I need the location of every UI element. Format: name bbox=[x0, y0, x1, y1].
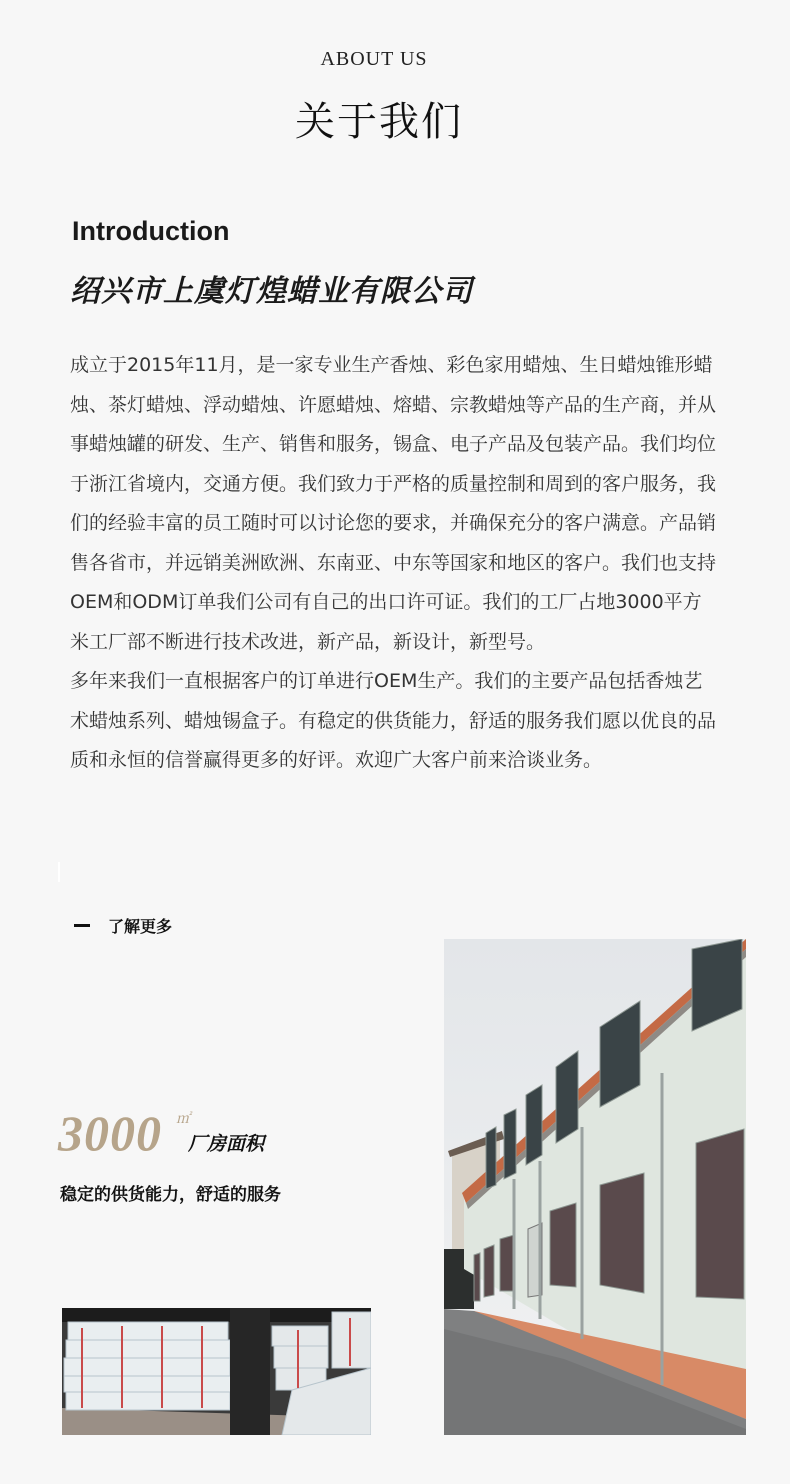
intro-heading: Introduction bbox=[72, 216, 230, 246]
about-title-en: ABOUT US bbox=[320, 48, 428, 70]
learn-more-label: 了解更多 bbox=[108, 917, 173, 936]
dash-icon bbox=[74, 924, 90, 927]
factory-area-stat bbox=[58, 1100, 418, 1164]
intro-paragraph: 成立于2015年11月，是一家专业生产香烛、彩色家用蜡烛、生日蜡烛锥形蜡烛、茶灯蜡烛、浮动蜡烛、许愿蜡烛、熔蜡、宗教蜡烛等产品的生产商，并从事蜡烛罐的研发、生产、销售和服务，锡盒、电子产品及包装产品。我们均位于浙江省境内，交通方便。我们致力于严格的质量控制和周到的客户服务，我们的经验丰富的员工随时可以讨论您的要求，并确保充分的客户满意。产品销售各省市，并远销美洲欧洲、东南亚、中东等国家和地区的客户。我们也支持OEM和ODM订单我们公司有自己的出口许可证。我们的工厂占地3000平方米工厂部不断进行技术改进，新产品，新设计，新型号。 bbox=[70, 354, 717, 653]
factory-building-photo bbox=[444, 939, 746, 1435]
stat-number: 3000 bbox=[58, 1105, 162, 1161]
stat-description: 稳定的供货能力，舒适的服务 bbox=[60, 1185, 281, 1205]
warehouse-photo bbox=[62, 1308, 371, 1435]
about-title-cn: 关于我们 bbox=[295, 99, 463, 145]
stat-unit: ㎡ bbox=[176, 1111, 190, 1127]
learn-more-link[interactable] bbox=[74, 914, 172, 937]
company-name: 绍兴市上虞灯煌蜡业有限公司 bbox=[70, 274, 473, 309]
decorative-mark bbox=[58, 862, 60, 882]
intro-body bbox=[70, 346, 720, 781]
intro-paragraph: 多年来我们一直根据客户的订单进行OEM生产。我们的主要产品包括香烛艺术蜡烛系列、蜡烛锡盒子。有稳定的供货能力，舒适的服务我们愿以优良的品质和永恒的信誉赢得更多的好评。欢迎广大客户前来洽谈业务。 bbox=[70, 670, 717, 771]
stat-label: 厂房面积 bbox=[188, 1133, 265, 1155]
